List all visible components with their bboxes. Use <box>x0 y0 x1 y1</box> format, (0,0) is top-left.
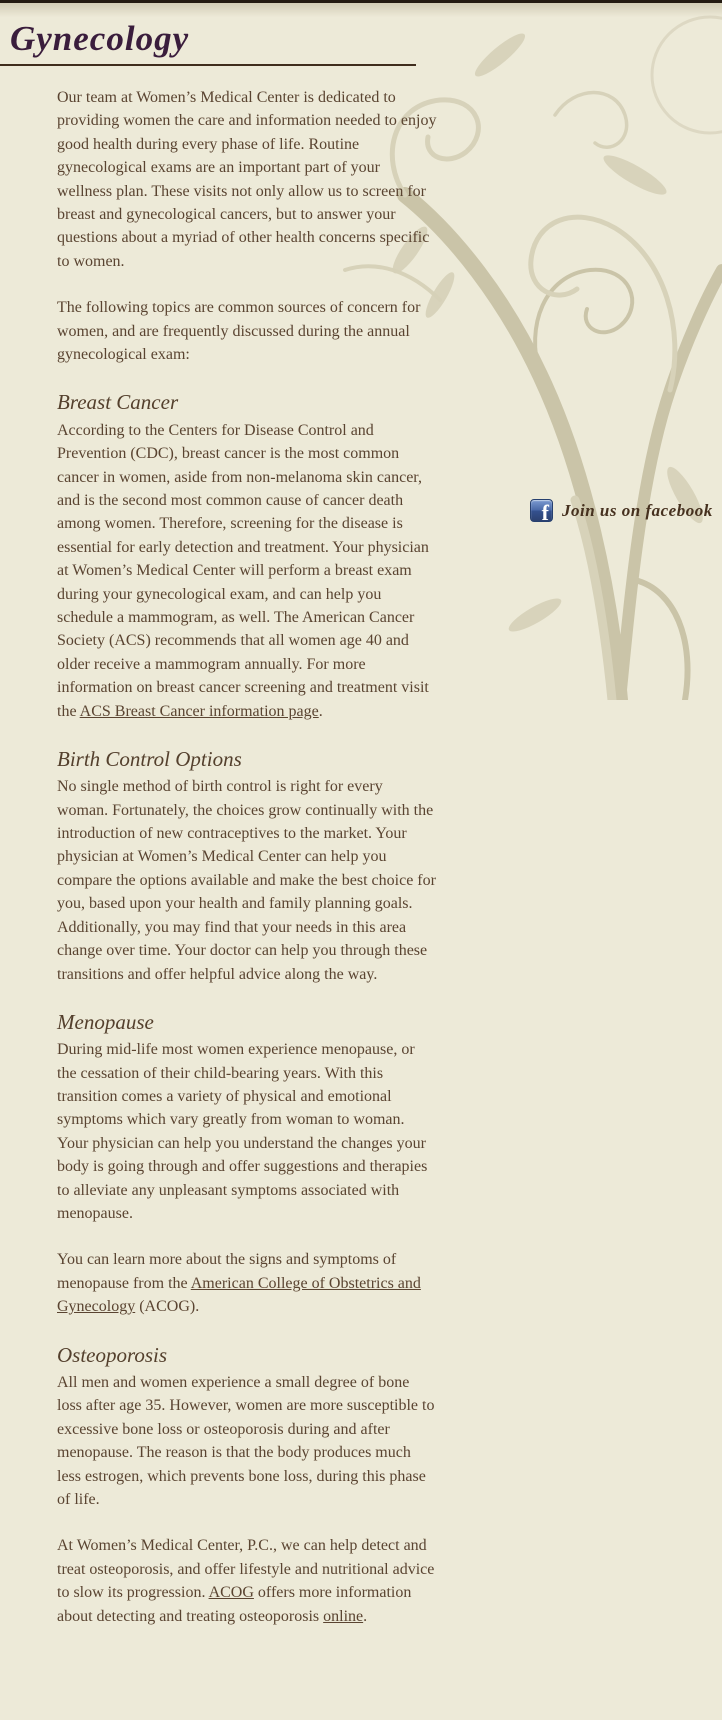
paragraph <box>57 1371 437 1511</box>
text-run: During mid-life most women experience menopause, or the cessation of their child-bearing years. With this transition comes a variety of physical and emotional symptoms which vary greatly from woman to woman. Your physician can help you understand the changes your body is going through and offer suggestions and therapies to alleviate any unpleasant symptoms associated with menopause. <box>57 1041 428 1222</box>
paragraph <box>57 296 437 366</box>
section-heading: Menopause <box>57 1009 154 1034</box>
page-title: Gynecology <box>10 19 190 58</box>
section-heading: Breast Cancer <box>57 390 179 415</box>
facebook-icon: f <box>530 499 553 522</box>
paragraph <box>57 86 437 273</box>
section-heading: Osteoporosis <box>57 1342 168 1367</box>
text-run: No single method of birth control is right for every woman. Fortunately, the choices grow continually with the introduction of new contraceptives to the market. Your physician at Women’s Medical Center can help you compare the options available and make the best choice for you, based upon your health and family planning goals. Additionally, you may find that your needs in this area change over time. Your doctor can help you through these transitions and offer helpful advice along the way. <box>57 778 436 983</box>
acs-breast-cancer-link[interactable]: ACS Breast Cancer information page <box>79 702 319 720</box>
facebook-link-label: Join us on facebook <box>562 500 713 520</box>
acog-college-link[interactable]: American College of Obstetrics and Gynecology <box>57 1274 421 1316</box>
paragraph <box>57 775 437 986</box>
facebook-join-link[interactable] <box>530 499 713 522</box>
osteoporosis-online-link[interactable]: online <box>323 1607 364 1625</box>
paragraph <box>57 1038 437 1225</box>
text-run: . <box>318 702 323 720</box>
text-run: According to the Centers for Disease Control and Prevention (CDC), breast cancer is the most common cancer in women, aside from non-melanoma skin cancer, and is the second most common cause of cancer death among women. Therefore, screening for the disease is essential for early detection and treatment. Your physician at Women’s Medical Center will perform a breast exam during your gynecological exam, and can help you schedule a mammogram, as well. The American Cancer Society (ACS) recommends that all women age 40 and older receive a mammogram annually. For more information on breast cancer screening and treatment visit the <box>57 421 429 720</box>
paragraph <box>57 1534 437 1628</box>
page-title-underline <box>0 20 416 66</box>
paragraph <box>57 419 437 723</box>
text-run: Our team at Women’s Medical Center is dedicated to providing women the care and information needed to enjoy good health during every phase of life. Routine gynecological exams are an important part of your wellness plan. These visits not only allow us to screen for breast and gynecological cancers, but to answer your questions about a myriad of other health concerns specific to women. <box>57 89 437 270</box>
text-run: The following topics are common sources of concern for women, and are frequently discussed during the annual gynecological exam: <box>57 299 421 364</box>
text-run: You can learn more about the signs and symptoms of menopause from the <box>57 1251 397 1292</box>
text-run: . <box>363 1607 368 1625</box>
text-run: All men and women experience a small degree of bone loss after age 35. However, women are more susceptible to excessive bone loss or osteoporosis during and after menopause. The reason is that the body produces much less estrogen, which prevents bone loss, during this phase of life. <box>57 1373 435 1508</box>
text-run: (ACOG). <box>135 1298 200 1316</box>
paragraph <box>57 1248 437 1318</box>
content-column <box>57 86 437 1651</box>
acog-link[interactable]: ACOG <box>208 1584 254 1602</box>
section-heading: Birth Control Options <box>57 747 242 771</box>
text-run: offers more information about detecting and treating osteoporosis <box>57 1584 412 1625</box>
top-shadow-gradient <box>0 3 722 17</box>
text-run: At Women’s Medical Center, P.C., we can help detect and treat osteoporosis, and offer lifestyle and nutritional advice to slow its progression. <box>57 1537 435 1602</box>
